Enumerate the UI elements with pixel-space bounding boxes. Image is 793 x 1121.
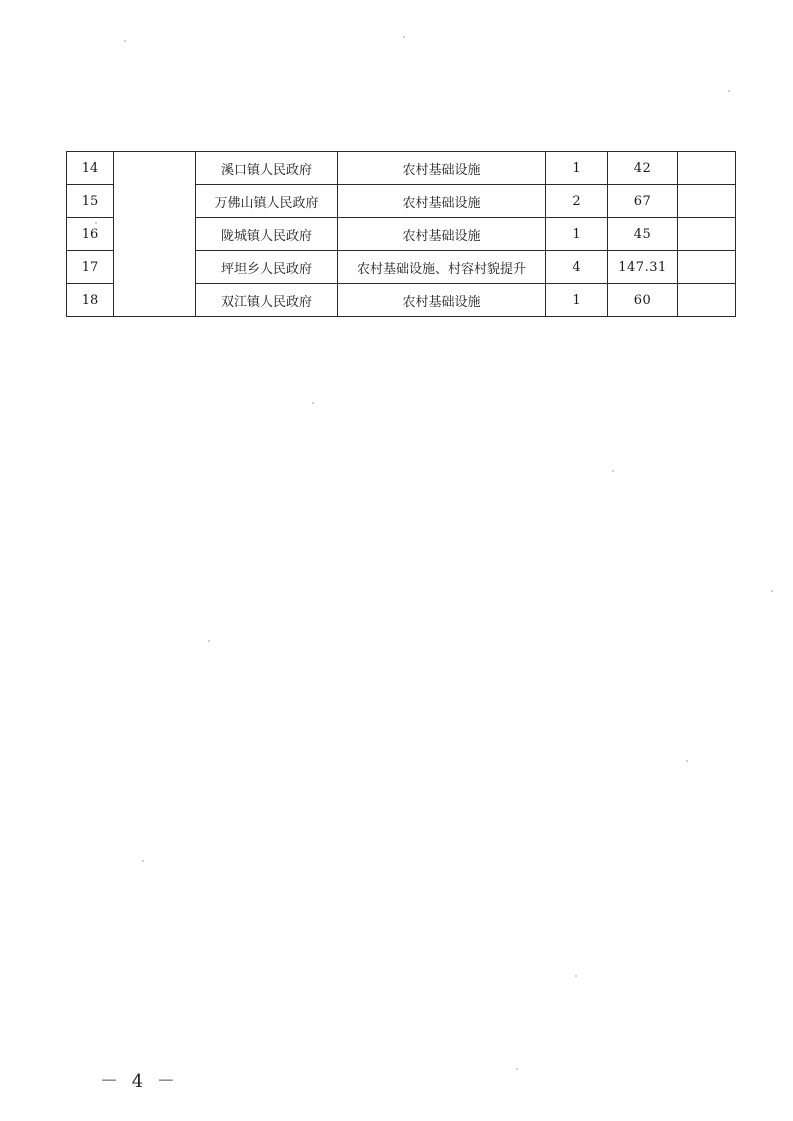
row-number: 14 <box>67 152 114 185</box>
unit-name: 坪坦乡人民政府 <box>196 251 338 284</box>
scan-speck <box>612 470 614 472</box>
project-category: 农村基础设施 <box>338 185 546 218</box>
scan-speck <box>516 1068 518 1070</box>
project-count: 2 <box>546 185 608 218</box>
unit-name: 溪口镇人民政府 <box>196 152 338 185</box>
row-number: 18 <box>67 284 114 317</box>
scan-speck <box>771 590 773 592</box>
allocation-table <box>66 151 736 317</box>
scan-speck <box>95 222 97 224</box>
row-number: 15 <box>67 185 114 218</box>
scan-speck <box>403 36 405 38</box>
fund-amount: 67 <box>608 185 678 218</box>
scan-speck <box>124 40 126 42</box>
remark-cell <box>678 185 736 218</box>
row-number: 16 <box>67 218 114 251</box>
project-count: 1 <box>546 284 608 317</box>
scan-speck <box>728 90 730 92</box>
remark-cell <box>678 152 736 185</box>
scan-speck <box>208 640 210 642</box>
scan-speck <box>312 402 314 404</box>
remark-cell <box>678 251 736 284</box>
scan-speck <box>686 760 688 762</box>
fund-amount: 60 <box>608 284 678 317</box>
remark-cell <box>678 284 736 317</box>
project-count: 4 <box>546 251 608 284</box>
unit-name: 双江镇人民政府 <box>196 284 338 317</box>
page-number: － 4 － <box>100 1071 179 1092</box>
row-number: 17 <box>67 251 114 284</box>
scan-speck <box>575 975 577 977</box>
remark-cell <box>678 218 736 251</box>
unit-name: 陇城镇人民政府 <box>196 218 338 251</box>
scan-speck <box>142 860 144 862</box>
merged-group-cell <box>114 152 196 317</box>
project-count: 1 <box>546 152 608 185</box>
table-row <box>67 152 736 185</box>
project-category: 农村基础设施 <box>338 218 546 251</box>
project-category: 农村基础设施 <box>338 152 546 185</box>
project-count: 1 <box>546 218 608 251</box>
fund-amount: 45 <box>608 218 678 251</box>
fund-amount: 42 <box>608 152 678 185</box>
project-category: 农村基础设施、村容村貌提升 <box>338 251 546 284</box>
fund-amount: 147.31 <box>608 251 678 284</box>
unit-name: 万佛山镇人民政府 <box>196 185 338 218</box>
project-category: 农村基础设施 <box>338 284 546 317</box>
